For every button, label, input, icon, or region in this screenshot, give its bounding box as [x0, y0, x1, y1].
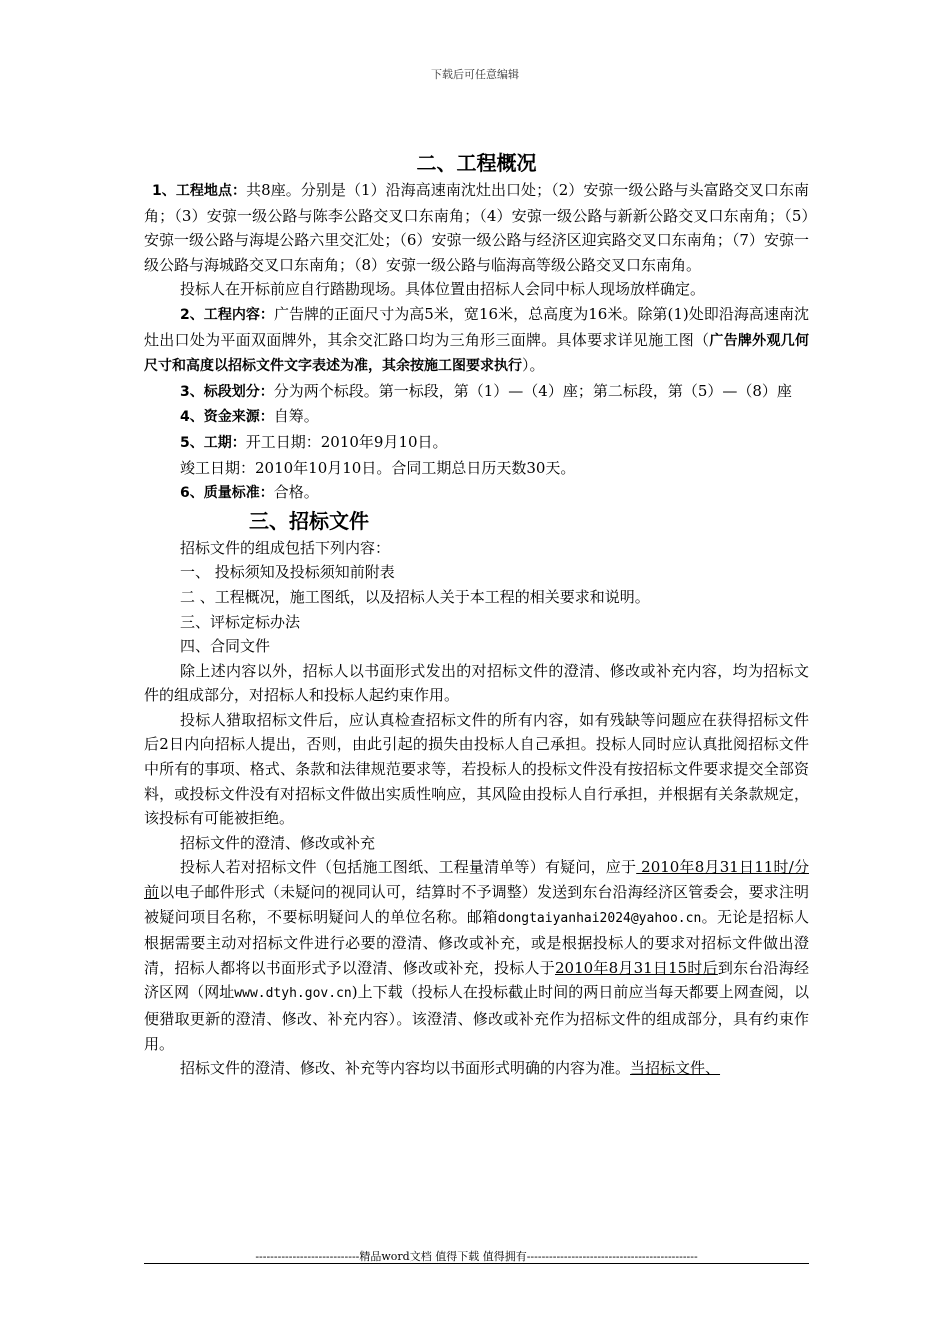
clarification-text-a: 投标人若对招标文件（包括施工图纸、工程量清单等）有疑问，应于	[180, 858, 637, 877]
item-3-label: 3、标段划分：	[180, 383, 274, 400]
item-2-label: 2、工程内容：	[180, 306, 274, 323]
footer-divider	[144, 1263, 809, 1264]
list-item: 二 、工程概况，施工图纸，以及招标人关于本工程的相关要求和说明。	[180, 587, 650, 606]
completion-date: 竣工日期：2010年10月10日。合同工期总日历天数30天。	[180, 458, 576, 477]
section-3-intro: 招标文件的组成包括下列内容：	[180, 538, 391, 557]
list-item: 三、评标定标办法	[180, 612, 301, 631]
item-2-content	[144, 302, 809, 379]
item-5-schedule	[144, 430, 809, 456]
item-2-text: 广告牌的正面尺寸为高5米，宽16米，总高度为16米。除第(1)处即沿海高速南沈灶出口处为平面双面牌外，其余交汇路口均为三角形三面牌。具体要求详见施工图（	[144, 304, 809, 349]
item-5-label: 5、工期：	[180, 434, 246, 451]
written-form-text: 招标文件的澄清、修改、补充等内容均以书面形式明确的内容为准。	[180, 1059, 631, 1078]
item-1-label: 1、工程地点：	[152, 183, 247, 199]
item-6-text: 合格。	[273, 483, 319, 502]
item-1-location	[144, 178, 809, 277]
item-4-text: 自筹。	[273, 407, 319, 426]
clarification-paragraph	[144, 855, 809, 1056]
site-visit-note: 投标人在开标前应自行踏勘现场。具体位置由招标人会同中标人现场放样确定。	[180, 280, 706, 299]
clarification-subtitle: 招标文件的澄清、修改或补充	[180, 833, 376, 852]
email-address: dongtaiyanhai2024@yahoo.cn	[497, 910, 702, 926]
item-2-end: ）。	[522, 356, 545, 375]
clarification-text-b: 以电子邮件形式（未疑问的视同认可，结算时不予调整）发送到东台沿海经济区管委会，要求注明被疑问项目名称，不要标明疑问人的单位名称。邮箱	[144, 883, 809, 926]
item-1-text: 共8座。分别是（1）沿海高速南沈灶出口处；（2）安弶一级公路与头富路交叉口东南角；（3）安弶一级公路与陈李公路交叉口东南角；（4）安弶一级公路与新新公路交叉口东南角；（5）安弶一级公路与海堤公路六里交汇处；（6）安弶一级公路与经济区迎宾路交叉口东南角；（7）安弶一级公路与海城路交叉口东南角；（8）安弶一级公路与临海高等级公路交叉口东南角。	[144, 181, 809, 274]
document-body	[144, 148, 809, 1081]
section-3-title: 三、招标文件	[249, 508, 369, 533]
item-3-lots	[144, 379, 809, 405]
written-form-underlined: 当招标文件、	[630, 1059, 721, 1078]
written-form-paragraph	[144, 1056, 809, 1081]
website-url: www.dtyh.gov.cn	[234, 986, 352, 1002]
list-item: 一、 投标须知及投标须知前附表	[180, 563, 395, 582]
item-6-quality	[144, 480, 809, 506]
item-6-label: 6、质量标准：	[180, 485, 274, 502]
item-5-text: 开工日期：2010年9月10日。	[245, 432, 448, 451]
header-note: 下载后可任意编辑	[431, 68, 519, 81]
binding-paragraph: 除上述内容以外，招标人以书面形式发出的对招标文件的澄清、修改或补充内容，均为招标文件的组成部分，对招标人和投标人起约束作用。	[144, 661, 809, 705]
check-documents-paragraph: 投标人猎取招标文件后，应认真检查招标文件的所有内容，如有残缺等问题应在获得招标文件后2日内向招标人提出，否则，由此引起的损失由投标人自己承担。投标人同时应认真批阅招标文件中所有的事项、格式、条款和法律规范要求等，若投标人的投标文件没有按招标文件要求提交全部资料，或投标文件没有对招标文件做出实质性响应，其风险由投标人自行承担，并根据有关条款规定，该投标有可能被拒绝。	[144, 710, 809, 828]
section-2-title: 二、工程概况	[416, 151, 537, 175]
item-4-funding	[144, 404, 809, 430]
clarification-text-d: 到东台沿海经济区网（网址	[144, 958, 809, 1002]
item-2-bold-note: 广告牌外观几何尺寸和高度以招标文件文字表述为准，其余按施工图要求执行	[144, 332, 810, 375]
clarification-text-e: )上下载（投标人在投标截止时间的两日前应当每天都要上网查阅，以便猎取更新的澄清、修改、补充内容）。该澄清、修改或补充作为招标文件的组成部分，具有约束作用。	[144, 983, 809, 1053]
question-deadline: 2010年8月31日11时/分前	[144, 858, 809, 902]
list-item: 四、合同文件	[180, 637, 271, 656]
item-4-label: 4、资金来源：	[180, 409, 274, 426]
item-3-text: 分为两个标段。第一标段，第（1）—（4）座；第二标段，第（5）—（8）座	[273, 381, 792, 400]
footer-text: ----------------------------精品word文档 值得下载 值得拥有----------------------------------------------	[255, 1250, 698, 1263]
clarification-text-c: 。无论是招标人根据需要主动对招标文件进行必要的澄清、修改或补充，或是根据投标人的要求对招标文件做出澄清，招标人都将以书面形式予以澄清、修改或补充，投标人于	[144, 907, 809, 977]
download-date: 2010年8月31日15时后	[554, 958, 718, 977]
